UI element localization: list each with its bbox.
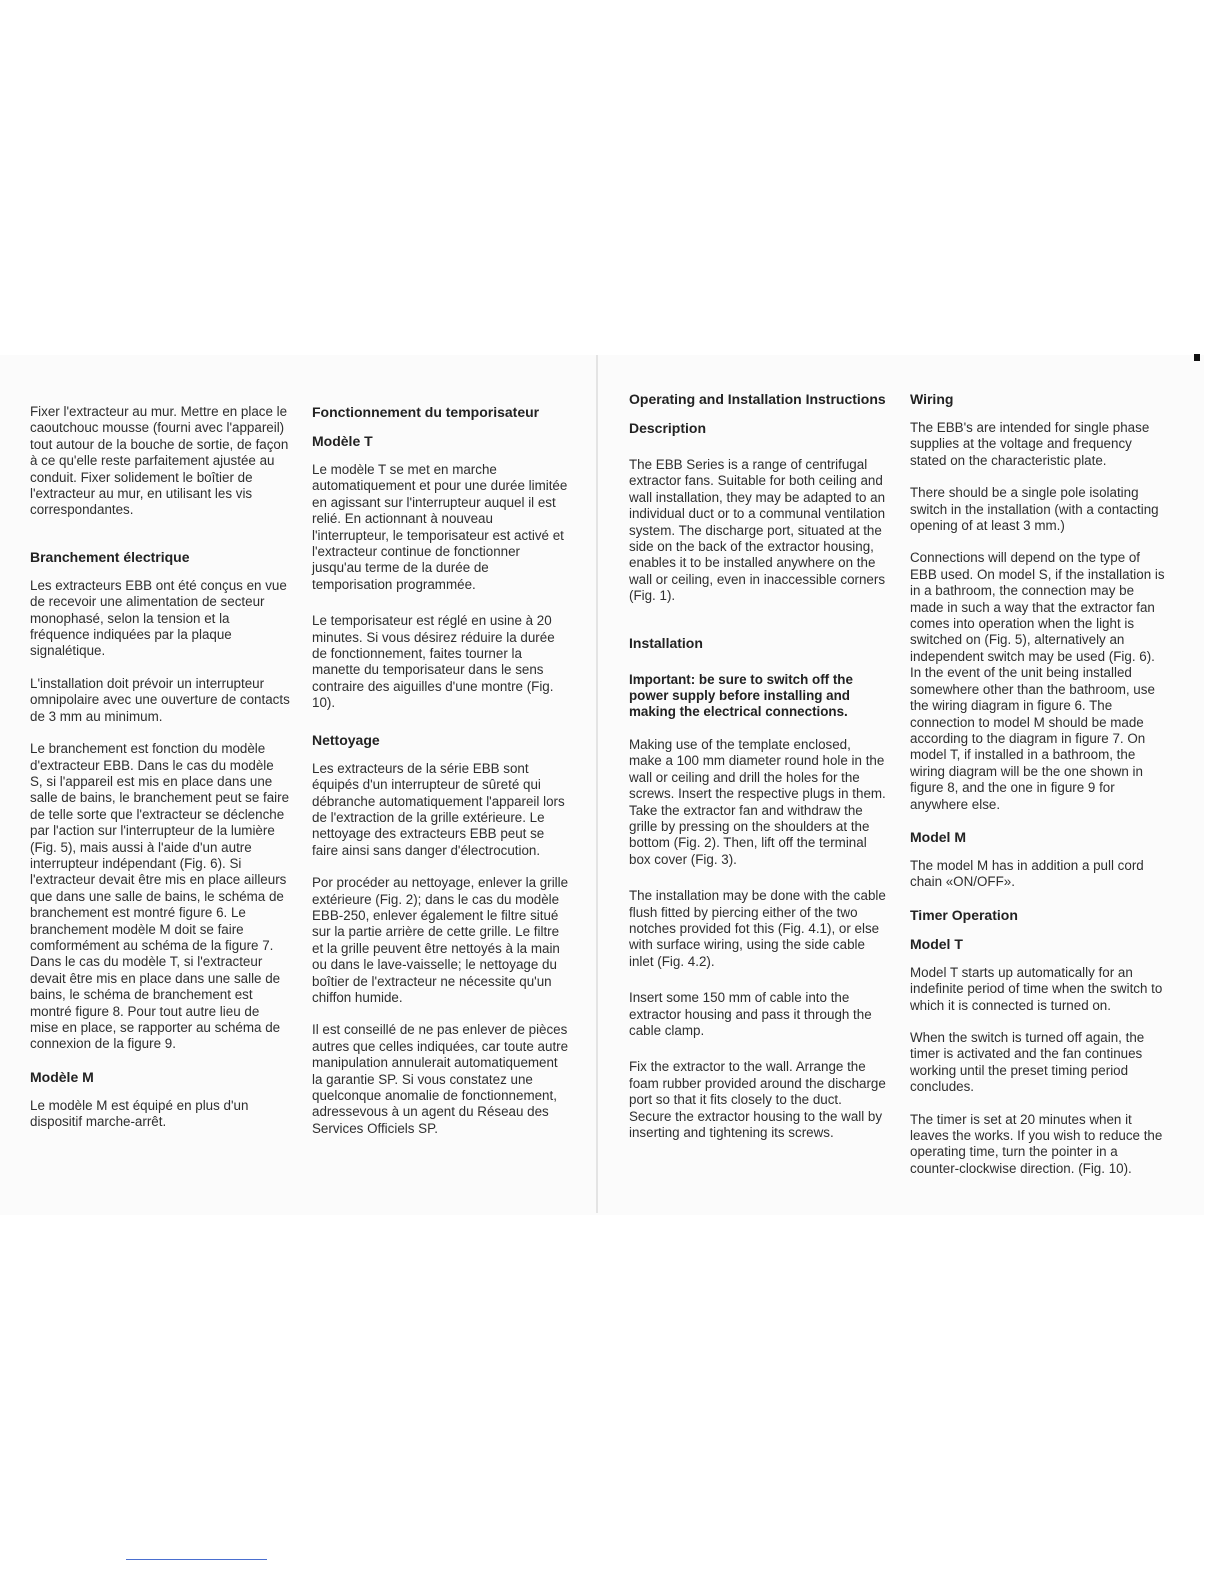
paragraph: Les extracteurs EBB ont été conçus en vue de recevoir une alimentation de secteur monophasé, selon la tension et la fréquence indiquées par la plaque signalétique. (30, 577, 287, 659)
heading-description: Description (629, 420, 707, 436)
heading-operating: Operating and Installation Instructions (629, 391, 886, 407)
heading-modele-m: Modèle M (30, 1068, 94, 1085)
paragraph: Les extracteurs de la série EBB sont équipés d'un interrupteur de sûreté qui débranche automatiquement l'appareil lors de l'extraction de la grille extérieure. Le nettoyage des extracteurs EBB peut se faire ainsi sans danger d'électrocution. (312, 760, 565, 858)
heading-modele-t: Modèle T (312, 433, 373, 449)
paragraph: The timer is set at 20 minutes when it leaves the works. If you wish to reduce the operating time, turn the pointer in a counter-clockwise direction. (Fig. 10). (910, 1111, 1163, 1176)
paragraph: The EBB Series is a range of centrifugal extractor fans. Suitable for both ceiling and wall installation, they may be adapted to an individual duct or to a communal ventilation system. The discharge port, situated at the side on the back of the extractor housing, enables it to be installed anywhere on the wall or ceiling, even in inaccessible corners (Fig. 1). (629, 457, 886, 604)
paragraph: Fix the extractor to the wall. Arrange the foam rubber provided around the discharge port so that it fits closely to the duct. Secure the extractor housing to the wall by inserting and tightening its screws. (629, 1059, 886, 1140)
corner-mark (1194, 354, 1200, 361)
heading-fonctionnement: Fonctionnement du temporisateur (312, 404, 540, 420)
paragraph: Making use of the template enclosed, make a 100 mm diameter round hole in the wall or ceiling and drill the holes for the screws. Insert the respective plugs in them. Take the extractor fan and withdraw the grille by pressing on the shoulders at the bottom (Fig. 2). Then, lift off the terminal box cover (Fig. 3). (629, 736, 886, 867)
heading-installation: Installation (629, 634, 703, 651)
paragraph: Connections will depend on the type of EBB used. On model S, if the installation is in a bathroom, the connection may be made in such a way that the extractor fan comes into operation when the light is switched on (Fig. 5), alternatively an independent switch may be used (Fig. 6). In the event of the unit being installed somewhere other than the bathroom, use the wiring diagram in figure 6. The connection to model M should be made according to the diagram in figure 7. On model T, if installed in a bathroom, the wiring diagram will be the one shown in figure 8, and the one in figure 9 for anywhere else. (910, 550, 1165, 812)
bottom-rule (126, 1559, 267, 1560)
paragraph: L'installation doit prévoir un interrupteur omnipolaire avec une ouverture de contacts de 3 mm au minimum. (30, 675, 290, 724)
heading-nettoyage: Nettoyage (312, 731, 380, 748)
heading-branchement: Branchement électrique (30, 548, 190, 565)
paragraph: Le temporisateur est réglé en usine à 20 minutes. Si vous désirez réduire la durée de fonctionnement, faites tourner la manette du temporisateur dans le sens contraire des aiguilles d'une montre (Fig. 10). (312, 613, 555, 711)
paragraph: Le branchement est fonction du modèle d'extracteur EBB. Dans le cas du modèle S, si l'appareil est mis en place dans une salle de bains, le branchement peut se faire de telle sorte que l'extracteur se déclenche par l'action sur l'interrupteur de la lumière (Fig. 5), mais aussi à l'aide d'un autre interrupteur indépendant (Fig. 6). Si l'extracteur devait être mis en place ailleurs que dans une salle de bains, le schéma de branchement est montré figure 6. Le branchement modèle M doit se faire comformément au schéma de la figure 7. Dans le cas du modèle T, si l'extracteur devait être mis en place dans une salle de bains, le schéma de branchement est montré figure 8. Pour tout autre lieu de mise en place, se rapporter au schéma de connexion de la figure 9. (30, 741, 290, 1052)
column-3 (629, 391, 887, 1157)
paragraph: When the switch is turned off again, the timer is activated and the fan continues working until the preset timing period concludes. (910, 1029, 1145, 1095)
paragraph: Le modèle M est équipé en plus d'un dispositif marche-arrêt. (30, 1097, 249, 1130)
paragraph: Il est conseillé de ne pas enlever de pièces autres que celles indiquées, car toute autre manipulation annulerait automatiquement la garantie SP. Si vous constatez une quelconque anomalie de fonctionnement, adressevous à un agent du Réseau des Services Officiels SP. (312, 1022, 569, 1136)
paragraph: Insert some 150 mm of cable into the extractor housing and pass it through the cable clamp. (629, 990, 872, 1038)
important-notice: Important: be sure to switch off the power supply before installing and making the electrical connections. (629, 671, 853, 720)
paragraph: The model M has in addition a pull cord chain «ON/OFF». (910, 857, 1144, 890)
paragraph: The EBB's are intended for single phase supplies at the voltage and frequency stated on the characteristic plate. (910, 420, 1150, 468)
page-fold (596, 355, 598, 1213)
paragraph: Fixer l'extracteur au mur. Mettre en place le caoutchouc mousse (fourni avec l'appareil) tout autour de la bouche de sortie, de façon à ce qu'elle reste parfaitement ajustée au conduit. Fixer solidement le boîtier de l'extracteur au mur, en utilisant les vis correspondantes. (30, 404, 289, 518)
paragraph: The installation may be done with the cable flush fitted by piercing either of the two notches provided fot this (Fig. 4.1), or else with surface wiring, using the side cable inlet (Fig. 4.2). (629, 888, 886, 969)
column-4 (910, 391, 1168, 1193)
paragraph: Por procéder au nettoyage, enlever la grille extérieure (Fig. 2); dans le cas du modèle EBB-250, enlever également le filtre situé sur la partie arrière de cette grille. Le filtre et la grille peuvent être nettoyés à la main ou dans le lave-vaisselle; le nettoyage du boîtier de l'extracteur ne nécessite qu'un chiffon humide. (312, 875, 569, 1005)
paragraph: Model T starts up automatically for an indefinite period of time when the switch to which it is connected is turned on. (910, 964, 1163, 1013)
column-1 (30, 404, 290, 1147)
heading-model-t: Model T (910, 935, 963, 952)
column-2 (312, 404, 570, 1153)
paragraph: Le modèle T se met en marche automatiquement et pour une durée limitée en agissant sur l'interrupteur auquel il est relié. En actionnant à nouveau l'interrupteur, le temporisateur est activé et l'extracteur continue de fonctionner jusqu'au terme de la durée de temporisation programmée. (312, 462, 568, 592)
heading-model-m: Model M (910, 828, 966, 845)
heading-wiring: Wiring (910, 391, 954, 407)
paragraph: There should be a single pole isolating switch in the installation (with a contacting opening of at least 3 mm.) (910, 485, 1159, 534)
heading-timer: Timer Operation (910, 906, 1018, 923)
